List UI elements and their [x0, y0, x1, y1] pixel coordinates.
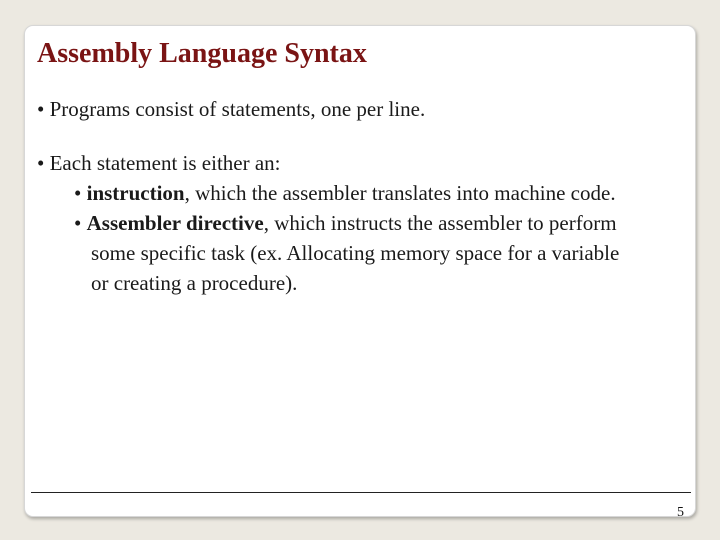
- sub-bullet-marker: •: [74, 211, 87, 235]
- bullet-statement-types: • Each statement is either an:: [37, 151, 281, 175]
- term-instruction: instruction: [86, 181, 185, 205]
- sub-bullet-marker: •: [74, 181, 87, 205]
- slide-title: Assembly Language Syntax: [37, 38, 367, 69]
- directive-continuation-1: some specific task (ex. Allocating memory space for a variable: [91, 241, 620, 265]
- footer-divider: [31, 492, 691, 493]
- page-number: 5: [677, 505, 684, 520]
- sub-bullet-instruction: [74, 181, 616, 206]
- directive-continuation-2: or creating a procedure).: [91, 271, 298, 295]
- bullet-programs: • Programs consist of statements, one per line.: [37, 97, 426, 121]
- instruction-description: , which the assembler translates into machine code.: [184, 181, 616, 205]
- sub-bullet-directive: [74, 211, 617, 236]
- directive-description: , which instructs the assembler to perform: [263, 211, 617, 235]
- term-assembler-directive: Assembler directive: [86, 211, 264, 235]
